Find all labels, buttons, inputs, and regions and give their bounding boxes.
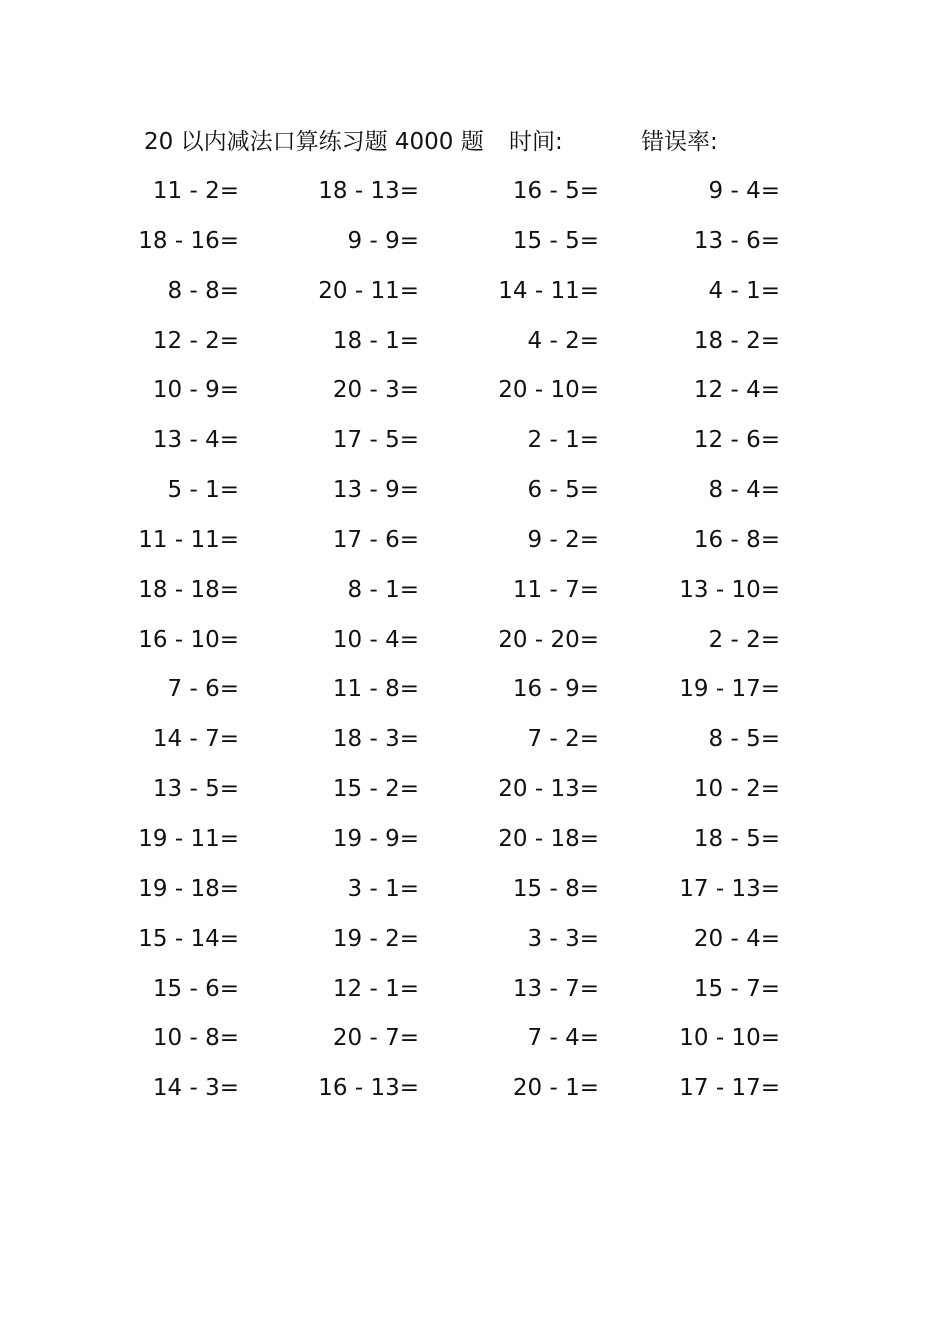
- problem-item: 15 - 2=: [332, 776, 419, 803]
- problem-item: 18 - 3=: [332, 726, 419, 753]
- problem-item: 15 - 7=: [693, 975, 780, 1002]
- problem-item: 18 - 16=: [138, 227, 239, 254]
- problem-item: 19 - 9=: [332, 825, 419, 852]
- problem-row: [0, 322, 950, 372]
- problem-row: [0, 621, 950, 671]
- problem-row: [0, 670, 950, 720]
- error-rate-label: 错误率:: [641, 129, 718, 155]
- problem-item: 15 - 8=: [512, 875, 599, 902]
- problem-item: 20 - 11=: [318, 277, 419, 304]
- problem-item: 16 - 5=: [512, 178, 599, 204]
- problem-item: 18 - 18=: [138, 576, 239, 603]
- problem-item: 10 - 10=: [679, 1025, 780, 1052]
- problem-item: 10 - 9=: [152, 377, 239, 404]
- problem-item: 10 - 2=: [693, 776, 780, 803]
- problem-row: [0, 471, 950, 521]
- problem-row: [0, 820, 950, 870]
- problem-item: 14 - 7=: [152, 726, 239, 753]
- problem-row: [0, 1069, 950, 1119]
- problem-item: 8 - 1=: [347, 576, 419, 603]
- problem-item: 8 - 8=: [167, 277, 239, 304]
- problem-item: 10 - 8=: [152, 1025, 239, 1052]
- problem-row: [0, 720, 950, 770]
- problem-row: [0, 172, 950, 222]
- problem-item: 20 - 13=: [498, 776, 599, 803]
- problem-item: 18 - 2=: [693, 327, 780, 354]
- problem-item: 12 - 6=: [693, 427, 780, 454]
- problem-item: 6 - 5=: [527, 477, 599, 504]
- problem-item: 19 - 17=: [679, 676, 780, 703]
- problem-row: [0, 521, 950, 571]
- problem-item: 11 - 8=: [332, 676, 419, 703]
- problem-item: 20 - 3=: [332, 377, 419, 404]
- problem-item: 9 - 4=: [708, 178, 780, 204]
- problem-item: 2 - 2=: [708, 626, 780, 653]
- worksheet-header: [0, 124, 950, 160]
- problem-item: 13 - 7=: [512, 975, 599, 1002]
- problem-item: 5 - 1=: [167, 477, 239, 504]
- problem-item: 7 - 2=: [527, 726, 599, 753]
- problem-item: 18 - 1=: [332, 327, 419, 354]
- problem-item: 20 - 18=: [498, 825, 599, 852]
- problem-item: 2 - 1=: [527, 427, 599, 454]
- problem-row: [0, 222, 950, 272]
- problem-row: [0, 870, 950, 920]
- problem-item: 12 - 2=: [152, 327, 239, 354]
- problem-item: 17 - 5=: [332, 427, 419, 454]
- problem-item: 3 - 3=: [527, 925, 599, 952]
- problem-item: 15 - 14=: [138, 925, 239, 952]
- problem-item: 18 - 5=: [693, 825, 780, 852]
- problem-item: 7 - 6=: [167, 676, 239, 703]
- problem-item: 17 - 6=: [332, 526, 419, 553]
- problem-item: 19 - 11=: [138, 825, 239, 852]
- problem-row: [0, 970, 950, 1020]
- problem-item: 15 - 6=: [152, 975, 239, 1002]
- problem-item: 11 - 7=: [512, 576, 599, 603]
- problem-item: 16 - 8=: [693, 526, 780, 553]
- problem-item: 4 - 1=: [708, 277, 780, 304]
- problem-item: 19 - 2=: [332, 925, 419, 952]
- problem-item: 11 - 11=: [138, 526, 239, 553]
- worksheet-title: 20 以内减法口算练习题 4000 题: [144, 129, 484, 155]
- problem-item: 12 - 4=: [693, 377, 780, 404]
- problem-item: 3 - 1=: [347, 875, 419, 902]
- problem-item: 4 - 2=: [527, 327, 599, 354]
- problem-item: 10 - 4=: [332, 626, 419, 653]
- problem-item: 14 - 3=: [152, 1075, 239, 1102]
- problem-item: 13 - 9=: [332, 477, 419, 504]
- problem-item: 11 - 2=: [152, 178, 239, 204]
- problem-item: 9 - 9=: [347, 227, 419, 254]
- problem-item: 16 - 13=: [318, 1075, 419, 1102]
- problem-row: [0, 770, 950, 820]
- problem-item: 8 - 4=: [708, 477, 780, 504]
- problem-item: 8 - 5=: [708, 726, 780, 753]
- problem-item: 7 - 4=: [527, 1025, 599, 1052]
- problem-item: 9 - 2=: [527, 526, 599, 553]
- problem-item: 20 - 7=: [332, 1025, 419, 1052]
- problem-item: 15 - 5=: [512, 227, 599, 254]
- problem-item: 17 - 13=: [679, 875, 780, 902]
- problem-item: 18 - 13=: [318, 178, 419, 204]
- problem-item: 13 - 6=: [693, 227, 780, 254]
- problem-item: 12 - 1=: [332, 975, 419, 1002]
- problem-item: 13 - 10=: [679, 576, 780, 603]
- problem-item: 20 - 1=: [512, 1075, 599, 1102]
- problem-item: 17 - 17=: [679, 1075, 780, 1102]
- problem-row: [0, 272, 950, 322]
- problem-item: 20 - 10=: [498, 377, 599, 404]
- problem-item: 13 - 4=: [152, 427, 239, 454]
- problem-item: 16 - 9=: [512, 676, 599, 703]
- problem-row: [0, 371, 950, 421]
- problem-row: [0, 571, 950, 621]
- problem-row: [0, 421, 950, 471]
- problem-item: 13 - 5=: [152, 776, 239, 803]
- problem-row: [0, 920, 950, 970]
- problem-row: [0, 1019, 950, 1069]
- problem-item: 20 - 20=: [498, 626, 599, 653]
- problem-item: 16 - 10=: [138, 626, 239, 653]
- time-label: 时间:: [509, 129, 563, 155]
- problem-item: 20 - 4=: [693, 925, 780, 952]
- problem-grid: [0, 172, 950, 1119]
- problem-item: 19 - 18=: [138, 875, 239, 902]
- problem-item: 14 - 11=: [498, 277, 599, 304]
